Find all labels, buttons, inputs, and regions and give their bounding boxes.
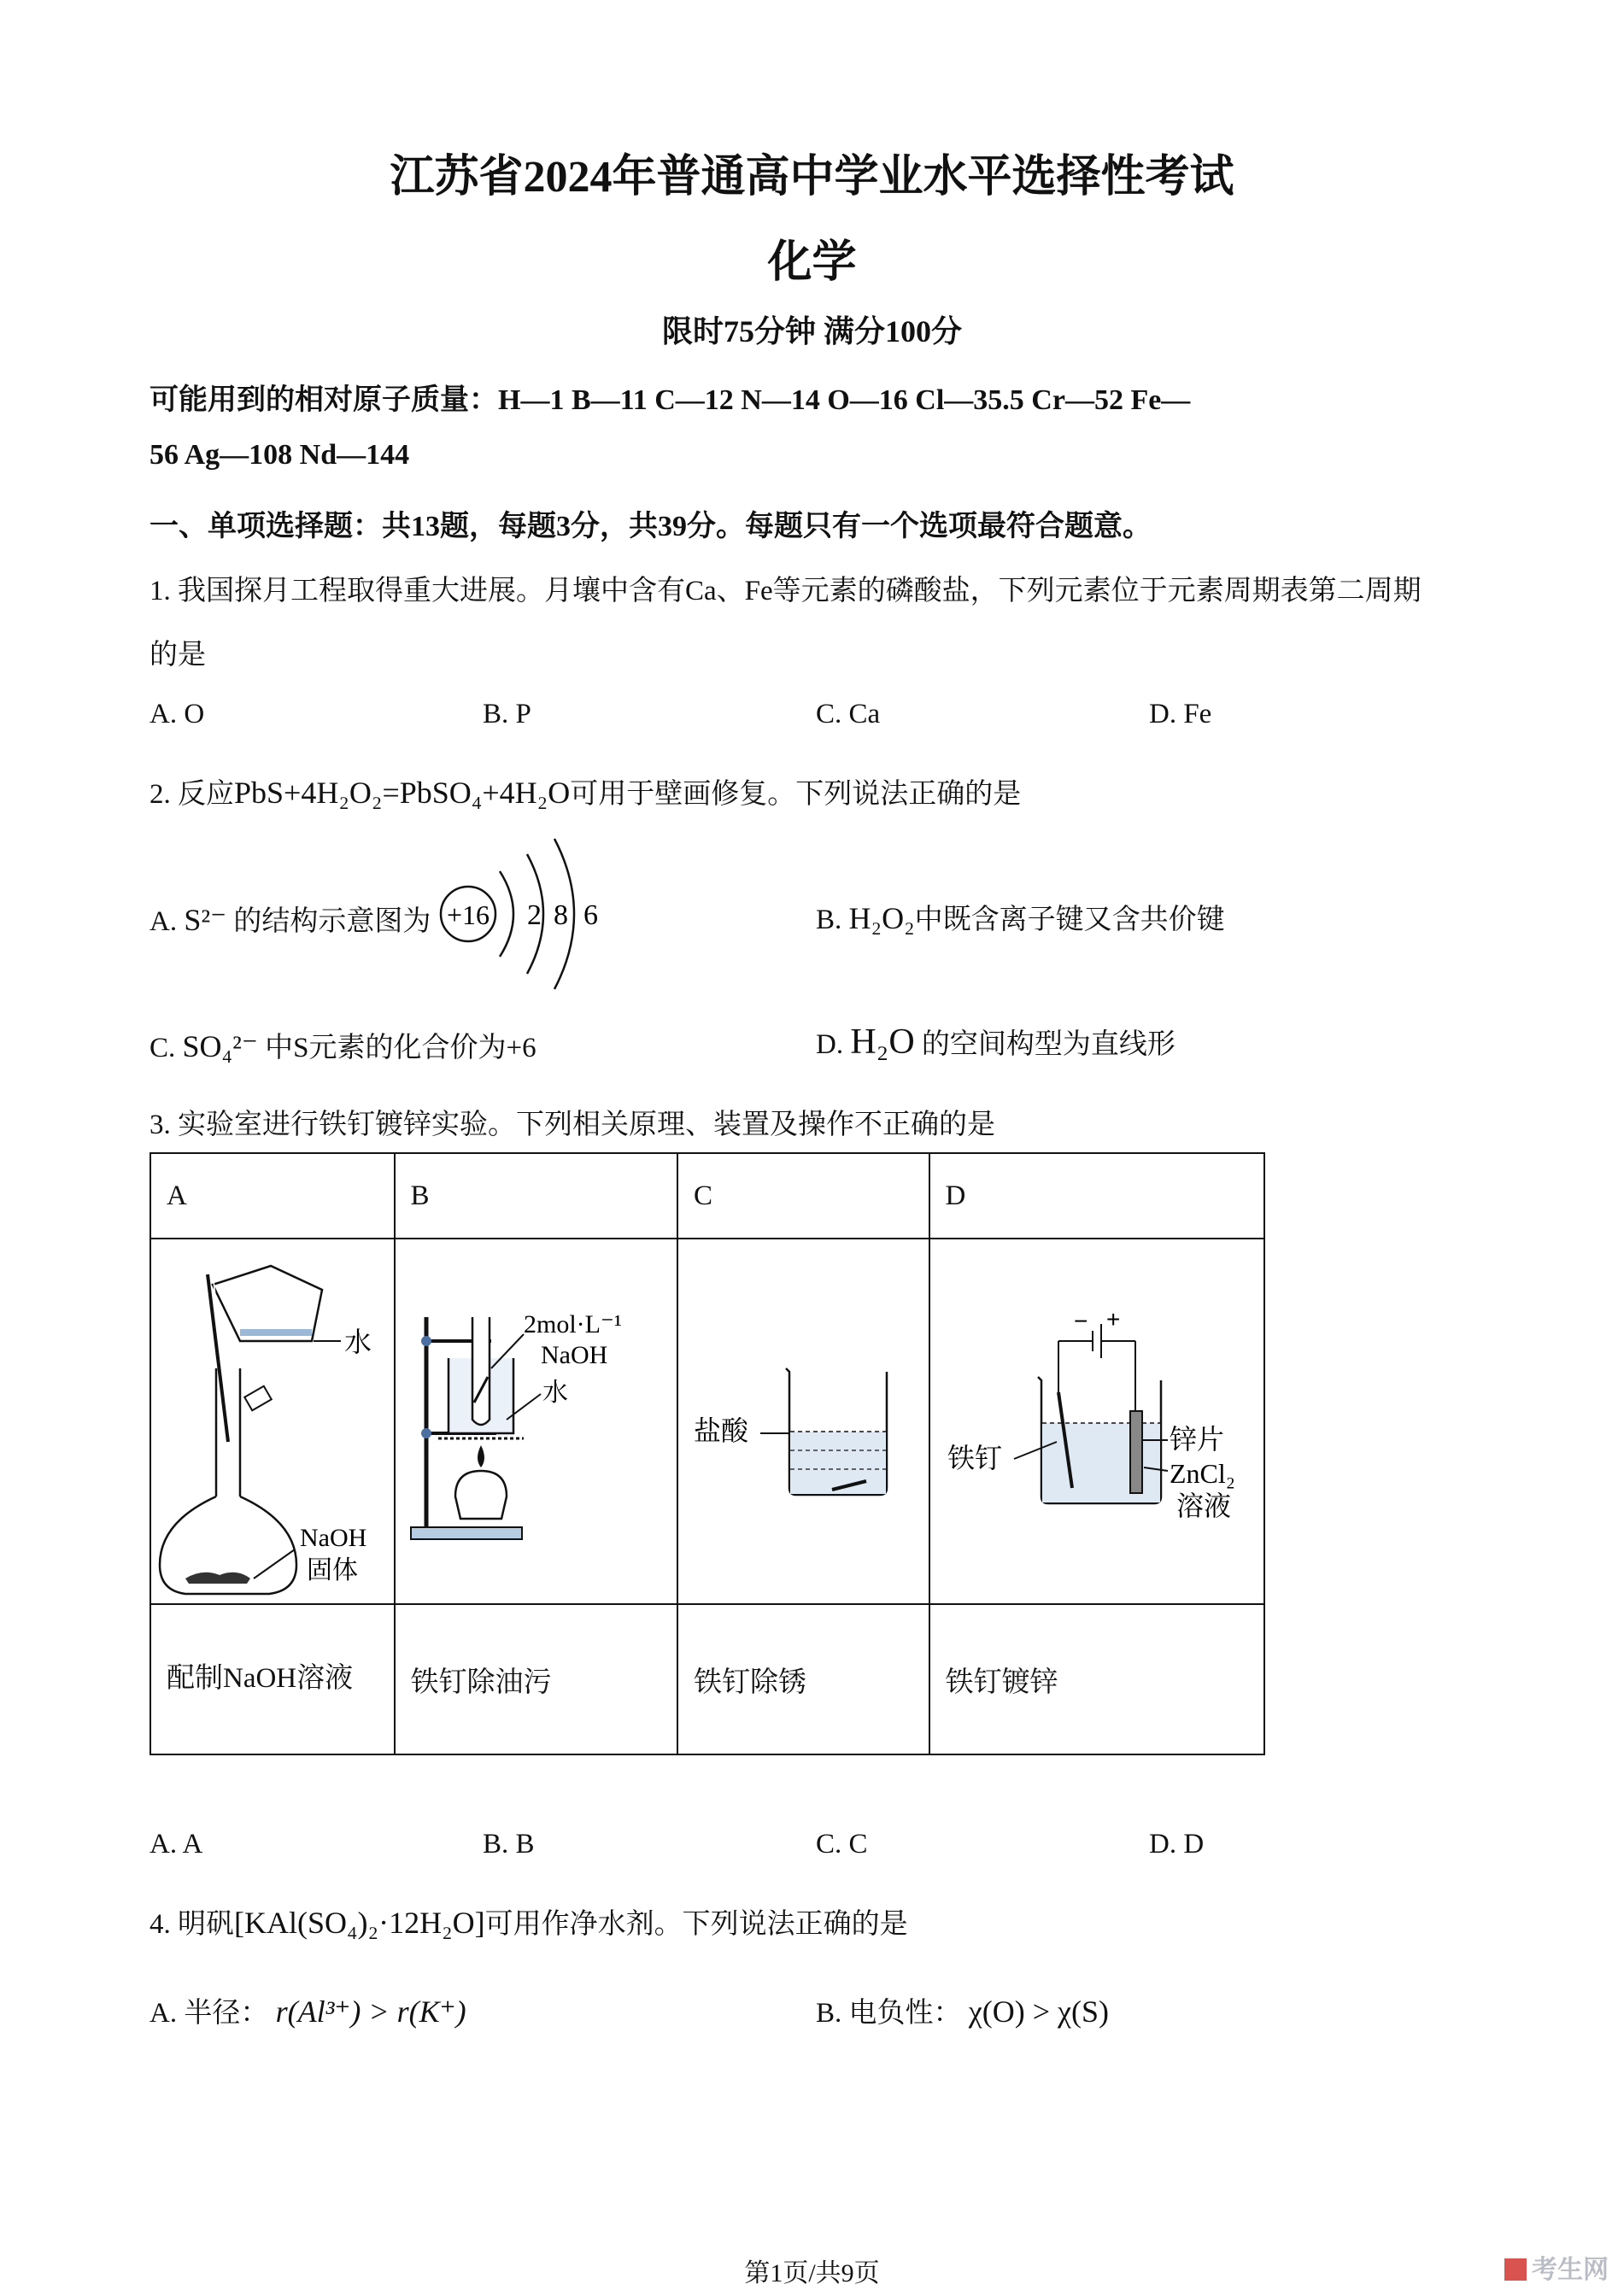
q3-header-row bbox=[150, 1153, 1264, 1239]
logo-icon bbox=[1504, 2258, 1527, 2281]
q1-stem-line-1: 1. 我国探月工程取得重大进展。月壤中含有Ca、Fe等元素的磷酸盐，下列元素位于元素周期表第二周期 bbox=[150, 576, 1422, 606]
q2-option-d-formula: H₂O bbox=[850, 1022, 915, 1062]
alcohol-lamp bbox=[455, 1471, 507, 1519]
q2-option-a-ion: S²⁻ bbox=[184, 903, 227, 937]
diagram-water-bath bbox=[396, 1240, 676, 1602]
q3-table bbox=[150, 1152, 1265, 1755]
q3-option-d: D. D bbox=[1149, 1829, 1205, 1860]
atomic-mass-line-2: 56 Ag—108 Nd—144 bbox=[150, 439, 410, 471]
time-info: 限时75分钟 满分100分 bbox=[661, 314, 962, 348]
q2-equation: PbS+4H₂O₂=PbSO₄+4H₂O bbox=[234, 776, 571, 810]
q2-prefix: 反应 bbox=[178, 779, 234, 810]
q4-formula: [KAl(SO₄)₂·12H₂O] bbox=[234, 1906, 485, 1940]
q2-option-b-text: 中既含离子键又含共价键 bbox=[914, 905, 1225, 935]
q2-option-a-label: A. bbox=[150, 906, 178, 937]
label-water-a: 水 bbox=[344, 1327, 372, 1357]
shell-electrons-3: 6 bbox=[583, 899, 598, 931]
q4-option-b-label: B. 电负性： bbox=[816, 1998, 962, 2029]
q4-option-b bbox=[816, 1990, 1109, 2030]
label-acid-c: 盐酸 bbox=[694, 1415, 749, 1446]
section-title: 一、单项选择题：共13题，每题3分，共39分。每题只有一个选项最符合题意。 bbox=[150, 511, 1152, 542]
q4-stem bbox=[150, 1901, 908, 1942]
zinc-plate bbox=[1130, 1411, 1142, 1493]
q2-suffix: 可用于壁画修复。下列说法正确的是 bbox=[570, 779, 1022, 810]
q3-caption-c: 铁钉除锈 bbox=[677, 1604, 929, 1754]
atomic-mass-line-1: 可能用到的相对原子质量：H—1 B—11 C—12 N—14 O—16 Cl—35.5 Cr—52 Fe— bbox=[150, 384, 1191, 416]
label-naoh-b: NaOH bbox=[540, 1341, 607, 1369]
watermark-text: 考生网 bbox=[1532, 2255, 1609, 2285]
q3-option-b: B. B bbox=[483, 1829, 535, 1860]
q1-option-c: C. Ca bbox=[816, 699, 881, 729]
q2-option-d-text: 的空间构型为直线形 bbox=[921, 1029, 1175, 1060]
q1-option-b: B. P bbox=[483, 699, 531, 729]
label-conc-b: 2mol·L⁻¹ bbox=[523, 1310, 622, 1338]
q3-diagram-cell-d bbox=[929, 1239, 1265, 1604]
acid-liquid bbox=[790, 1432, 886, 1494]
q4-suffix: 可用作净水剂。下列说法正确的是 bbox=[484, 1909, 908, 1940]
flask-stopper bbox=[244, 1386, 272, 1411]
q2-option-b-formula: H₂O₂ bbox=[848, 901, 915, 935]
q3-caption-b: 铁钉除油污 bbox=[395, 1604, 678, 1754]
q2-option-c-label: C. bbox=[150, 1033, 176, 1063]
watermark-logo bbox=[1504, 2248, 1609, 2286]
label-water-b: 水 bbox=[542, 1379, 568, 1407]
q4-option-b-expr: χ(O) > χ(S) bbox=[968, 1994, 1109, 2029]
q3-caption-d: 铁钉镀锌 bbox=[929, 1604, 1265, 1754]
q3-header-d: D bbox=[929, 1153, 1265, 1239]
q2-option-a-text: 的结构示意图为 bbox=[233, 906, 431, 937]
q2-stem bbox=[150, 771, 1021, 811]
atom-structure-diagram bbox=[431, 829, 619, 999]
label-solution-d: 溶液 bbox=[1175, 1491, 1231, 1521]
q2-number: 2. bbox=[150, 779, 171, 810]
diagram-volumetric-flask bbox=[151, 1240, 392, 1602]
label-zncl2-d: ZnCl₂ bbox=[1169, 1458, 1235, 1489]
page-number: 第1页/共9页 bbox=[744, 2259, 880, 2287]
test-tube bbox=[472, 1317, 490, 1425]
q1-option-a: A. O bbox=[150, 699, 205, 729]
q3-stem: 3. 实验室进行铁钉镀锌实验。下列相关原理、装置及操作不正确的是 bbox=[150, 1110, 995, 1140]
q2-option-a bbox=[150, 899, 431, 939]
q3-option-c: C. C bbox=[816, 1829, 868, 1860]
q3-diagram-row bbox=[150, 1239, 1264, 1604]
q4-option-a-expr: r(Al³⁺) > r(K⁺) bbox=[275, 1994, 466, 2029]
q2-option-b bbox=[816, 897, 1225, 937]
label-naoh-a: NaOH bbox=[300, 1524, 367, 1552]
exam-title: 江苏省2024年普通高中学业水平选择性考试 bbox=[390, 153, 1234, 202]
q4-option-a-label: A. 半径： bbox=[150, 1998, 269, 2029]
q1-stem-line-2: 的是 bbox=[150, 640, 206, 671]
q2-option-c bbox=[150, 1025, 536, 1065]
q2-option-c-text: 中S元素的化合价为+6 bbox=[265, 1033, 536, 1063]
q3-option-a: A. A bbox=[150, 1829, 203, 1860]
q2-option-d-label: D. bbox=[816, 1029, 844, 1060]
minus-sign: − bbox=[1073, 1308, 1088, 1334]
q4-option-a bbox=[150, 1990, 466, 2030]
q3-header-a: A bbox=[150, 1153, 395, 1239]
q2-option-c-formula: SO₄²⁻ bbox=[182, 1029, 258, 1063]
q2-option-b-label: B. bbox=[816, 905, 842, 935]
stand-base bbox=[411, 1527, 522, 1539]
flame bbox=[478, 1445, 484, 1467]
label-plate-d: 锌片 bbox=[1169, 1424, 1224, 1455]
q3-caption-row bbox=[150, 1604, 1264, 1754]
q3-caption-a: 配制NaOH溶液 bbox=[150, 1604, 395, 1754]
shell-electrons-2: 8 bbox=[554, 899, 568, 931]
plus-sign: + bbox=[1105, 1306, 1120, 1332]
nucleus-charge: +16 bbox=[446, 899, 490, 930]
q3-diagram-cell-b bbox=[395, 1239, 678, 1604]
shell-electrons-1: 2 bbox=[527, 899, 542, 931]
diagram-electroplating bbox=[930, 1240, 1263, 1602]
q4-prefix: 明矾 bbox=[178, 1909, 234, 1940]
q2-option-d bbox=[816, 1022, 1175, 1063]
q3-diagram-cell-c bbox=[677, 1239, 929, 1604]
q1-option-d: D. Fe bbox=[1149, 699, 1212, 729]
q3-header-b: B bbox=[395, 1153, 678, 1239]
diagram-acid-beaker bbox=[678, 1240, 927, 1602]
subject-title: 化学 bbox=[767, 238, 857, 287]
label-nail-d: 铁钉 bbox=[947, 1443, 1002, 1473]
q3-header-c: C bbox=[677, 1153, 929, 1239]
naoh-solid bbox=[185, 1573, 250, 1584]
shell-arc-1 bbox=[500, 871, 513, 957]
label-solid-a: 固体 bbox=[307, 1556, 358, 1584]
q3-diagram-cell-a bbox=[150, 1239, 395, 1604]
q4-number: 4. bbox=[150, 1909, 171, 1940]
